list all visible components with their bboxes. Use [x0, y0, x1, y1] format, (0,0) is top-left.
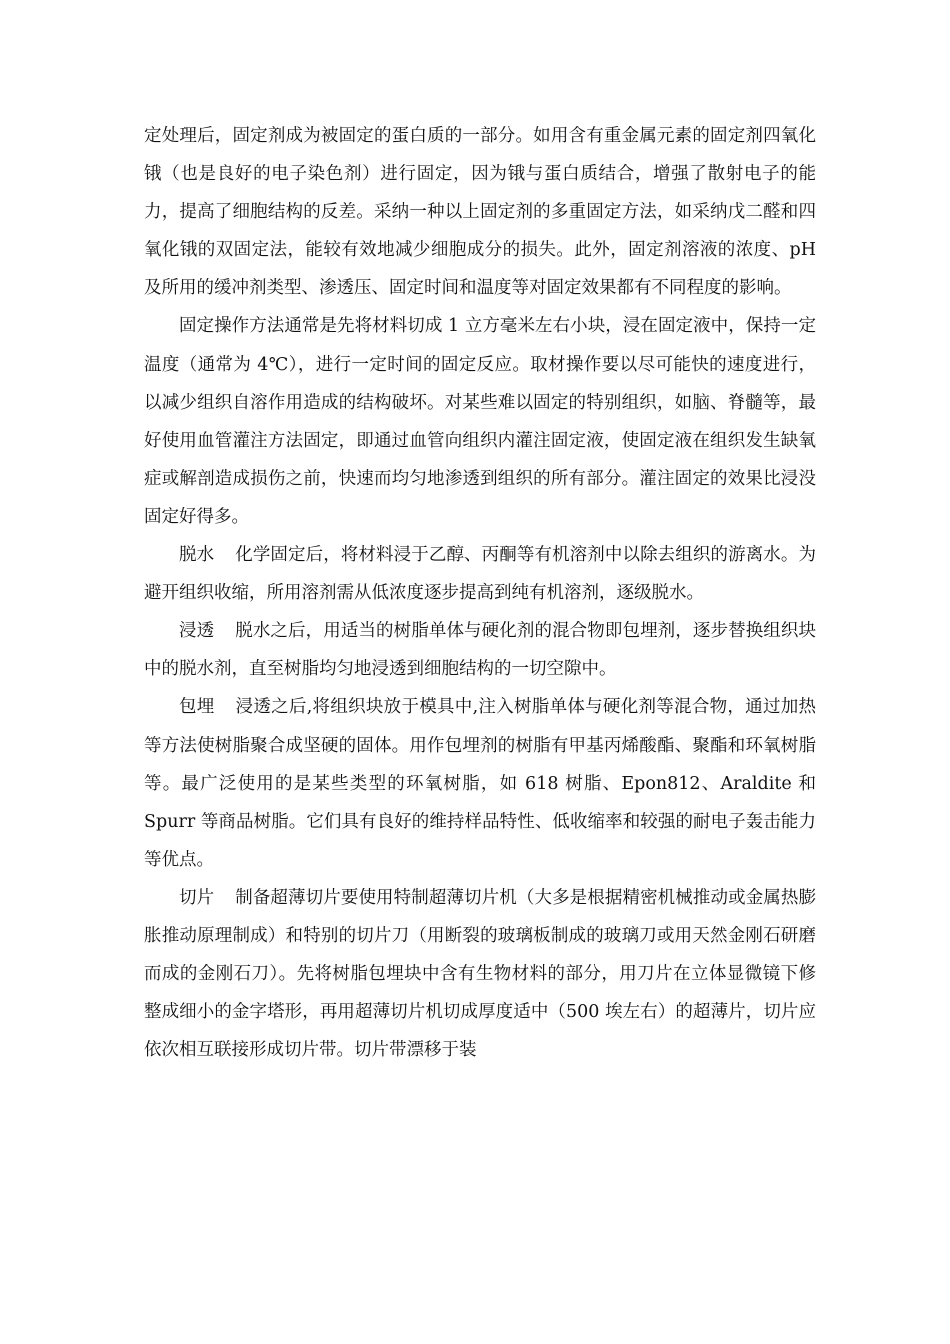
section-term-dehydration: 脱水 [179, 545, 215, 566]
paragraph-text: 制备超薄切片要使用特制超薄切片机（大多是根据精密机械推动或金属热膨胀推动原理制成）和特别的切片刀（用断裂的玻璃板制成的玻璃刀或用天然金刚石研磨而成的金刚石刀）。先将树脂包埋块中含有生物材料的部分，用刀片在立体显微镜下修整成细小的金字塔形，再用超薄切片机切成厚度适中（500 埃左右）的超薄片，切片应依次相互联接形成切片带。切片带漂移于装 [144, 887, 817, 1061]
section-term-sectioning: 切片 [179, 887, 215, 908]
paragraph-infiltration [144, 612, 816, 688]
paragraph-fixation-procedure [144, 307, 816, 536]
paragraph-text: 化学固定后，将材料浸于乙醇、丙酮等有机溶剂中以除去组织的游离水。为避开组织收缩，所用溶剂需从低浓度逐步提高到纯有机溶剂，逐级脱水。 [144, 545, 817, 604]
paragraph-dehydration [144, 536, 816, 612]
paragraph-fixation-continued [144, 117, 816, 307]
paragraph-embedding [144, 688, 816, 878]
paragraph-text: 固定操作方法通常是先将材料切成 1 立方毫米左右小块，浸在固定液中，保持一定温度（通常为 4℃），进行一定时间的固定反应。取材操作要以尽可能快的速度进行，以减少组织自溶作用造成的结构破坏。对某些难以固定的特别组织，如脑、脊髓等，最好使用血管灌注方法固定，即通过血管向组织内灌注固定液，使固定液在组织发生缺氧症或解剖造成损伤之前，快速而均匀地渗透到组织的所有部分。灌注固定的效果比浸没固定好得多。 [144, 316, 816, 527]
paragraph-text: 浸透之后,将组织块放于模具中,注入树脂单体与硬化剂等混合物，通过加热等方法使树脂聚合成坚硬的固体。用作包埋剂的树脂有甲基丙烯酸酯、聚酯和环氧树脂等。最广泛使用的是某些类型的环氧树脂，如 618 树脂、Epon812、Araldite 和 Spurr 等商品树脂。它们具有良好的维持样品特性、低收缩率和较强的耐电子轰击能力等优点。 [144, 697, 817, 870]
paragraph-text: 脱水之后，用适当的树脂单体与硬化剂的混合物即包埋剂，逐步替换组织块中的脱水剂，直至树脂均匀地浸透到细胞结构的一切空隙中。 [144, 621, 817, 680]
body-text [144, 117, 816, 1069]
paragraph-text: 定处理后，固定剂成为被固定的蛋白质的一部分。如用含有重金属元素的固定剂四氧化锇（也是良好的电子染色剂）进行固定，因为锇与蛋白质结合，增强了散射电子的能力，提高了细胞结构的反差。采纳一种以上固定剂的多重固定方法，如采纳戊二醛和四氧化锇的双固定法，能较有效地减少细胞成分的损失。此外，固定剂溶液的浓度、pH及所用的缓冲剂类型、渗透压、固定时间和温度等对固定效果都有不同程度的影响。 [144, 126, 816, 299]
section-term-embedding: 包埋 [179, 697, 215, 718]
section-term-infiltration: 浸透 [179, 621, 215, 642]
paragraph-sectioning [144, 879, 816, 1069]
